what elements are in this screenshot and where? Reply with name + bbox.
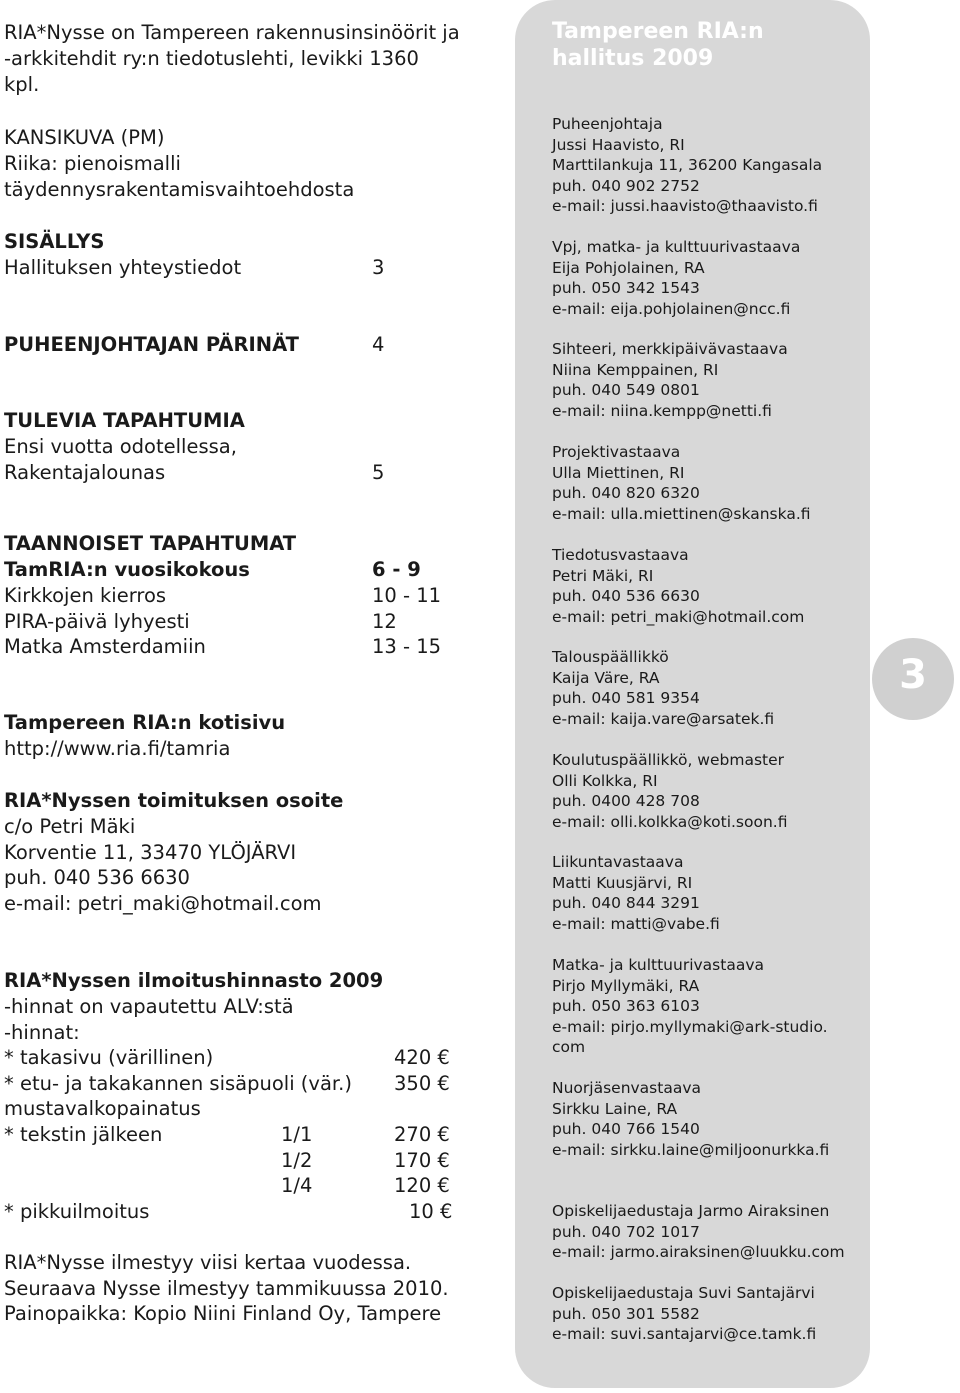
board-member (552, 545, 804, 627)
member-name: Jussi Haavisto, RI (552, 135, 685, 154)
pricing-heading: RIA*Nyssen ilmoitushinnasto 2009 (4, 969, 384, 992)
pricing-note-2: -hinnat: (4, 1021, 80, 1044)
member-email: e-mail: suvi.santajarvi@ce.tamk.fi (552, 1325, 817, 1343)
member-role: Puheenjohtaja (552, 115, 663, 133)
toc-taannoiset-heading: TAANNOISET TAPAHTUMAT (4, 532, 297, 555)
board-member (552, 955, 828, 1058)
toc-tulevia-heading: TULEVIA TAPAHTUMIA (4, 409, 245, 432)
member-phone: puh. 050 363 6103 (552, 997, 700, 1015)
member-phone: puh. 040 766 1540 (552, 1120, 700, 1138)
pricing-size: 1/1 (281, 1123, 313, 1146)
footer-line-2: Seuraava Nysse ilmestyy tammikuussa 2010. (4, 1277, 449, 1300)
pricing-bw: mustavalkopainatus (4, 1097, 201, 1120)
member-phone: puh. 040 844 3291 (552, 894, 700, 912)
board-member (552, 852, 720, 934)
pricing-size: 1/4 (281, 1174, 313, 1197)
cover-line-2: täydennysrakentamisvaihtoehdosta (4, 178, 355, 201)
pricing-small-price: 10 € (409, 1200, 453, 1223)
member-name: Petri Mäki, RI (552, 566, 654, 585)
member-name: Kaija Väre, RA (552, 668, 660, 687)
member-email: e-mail: eija.pohjolainen@ncc.fi (552, 299, 791, 318)
pricing-back-label: * takasivu (värillinen) (4, 1046, 214, 1069)
toc-tulevia-line1: Ensi vuotta odotellessa, (4, 435, 237, 458)
member-phone: puh. 040 581 9354 (552, 689, 700, 707)
member-name: Niina Kemppainen, RI (552, 360, 719, 379)
member-role: Opiskelijaedustaja Suvi Santajärvi (552, 1284, 815, 1302)
pricing-size-price: 170 € (394, 1149, 450, 1172)
board-member (552, 647, 774, 729)
pricing-text-label: * tekstin jälkeen (4, 1123, 163, 1146)
pricing-size-price: 270 € (394, 1123, 450, 1146)
board-member (552, 237, 800, 319)
member-role: Tiedotusvastaava (552, 546, 689, 564)
member-email: e-mail: jussi.haavisto@thaavisto.fi (552, 197, 818, 215)
member-role: Sihteeri, merkkipäivävastaava (552, 340, 788, 358)
cover-line-1: Riika: pienoismalli (4, 152, 181, 175)
toc-item-label: PIRA-päivä lyhyesti (4, 610, 190, 633)
member-name: Matti Kuusjärvi, RI (552, 873, 693, 892)
member-address: Marttilankuja 11, 36200 Kangasala (552, 156, 823, 174)
pricing-inner-price: 350 € (394, 1072, 450, 1095)
board-member (552, 442, 811, 524)
toc-item-label: TamRIA:n vuosikokous (4, 558, 250, 581)
editorial-line-3: puh. 040 536 6630 (4, 866, 190, 889)
member-email: e-mail: sirkku.laine@miljoonurkka.fi (552, 1140, 830, 1159)
member-role: Projektivastaava (552, 443, 681, 461)
footer-line-3: Painopaikka: Kopio Niini Finland Oy, Tampere (4, 1302, 442, 1325)
member-phone: puh. 0400 428 708 (552, 792, 700, 810)
toc-item-label: Matka Amsterdamiin (4, 635, 206, 658)
homepage-heading: Tampereen RIA:n kotisivu (4, 711, 286, 734)
homepage-url[interactable]: http://www.ria.fi/tamria (4, 737, 231, 760)
member-email: e-mail: olli.kolkka@koti.soon.fi (552, 812, 788, 831)
toc-hallitus-label: Hallituksen yhteystiedot (4, 256, 242, 279)
board-member (552, 750, 787, 832)
editorial-line-2: Korventie 11, 33470 YLÖJÄRVI (4, 841, 297, 864)
pricing-inner-label: * etu- ja takakannen sisäpuoli (vär.) (4, 1072, 352, 1095)
toc-item-label: Kirkkojen kierros (4, 584, 167, 607)
member-phone: puh. 040 820 6320 (552, 484, 700, 502)
toc-item-page: 10 - 11 (372, 584, 442, 607)
board-title: Tampereen RIA:n hallitus 2009 (552, 19, 764, 71)
member-phone: puh. 050 301 5582 (552, 1304, 700, 1323)
member-email: e-mail: petri_maki@hotmail.com (552, 607, 805, 626)
member-phone: puh. 050 342 1543 (552, 279, 700, 297)
editorial-heading: RIA*Nyssen toimituksen osoite (4, 789, 344, 812)
member-email: e-mail: niina.kempp@netti.fi (552, 401, 772, 420)
footer-line-1: RIA*Nysse ilmestyy viisi kertaa vuodessa. (4, 1251, 412, 1274)
member-role: Nuorjäsenvastaava (552, 1079, 702, 1097)
member-phone: puh. 040 549 0801 (552, 381, 700, 399)
member-email-cont: com (552, 1038, 586, 1056)
pricing-size: 1/2 (281, 1149, 313, 1172)
member-email: e-mail: pirjo.myllymaki@ark-studio. (552, 1017, 828, 1036)
pricing-small-label: * pikkuilmoitus (4, 1200, 150, 1223)
member-name: Olli Kolkka, RI (552, 771, 658, 790)
pricing-size-price: 120 € (394, 1174, 450, 1197)
pricing-back-price: 420 € (394, 1046, 450, 1069)
member-email: e-mail: kaija.vare@arsatek.fi (552, 709, 775, 728)
toc-hallitus-page: 3 (372, 256, 385, 279)
member-role: Talouspäällikkö (552, 648, 669, 666)
member-email: e-mail: ulla.miettinen@skanska.fi (552, 504, 811, 523)
member-phone: puh. 040 902 2752 (552, 176, 700, 195)
member-role: Liikuntavastaava (552, 853, 684, 871)
board-member (552, 1078, 829, 1160)
member-name: Pirjo Myllymäki, RA (552, 976, 700, 995)
toc-item-page: 13 - 15 (372, 635, 442, 658)
member-phone: puh. 040 536 6630 (552, 587, 700, 605)
toc-item-page: 12 (372, 610, 397, 633)
board-member (552, 1283, 816, 1345)
member-role: Koulutuspäällikkö, webmaster (552, 751, 785, 769)
member-email: e-mail: jarmo.airaksinen@luukku.com (552, 1243, 845, 1261)
page-number: 3 (899, 652, 927, 698)
toc-purinat-page: 4 (372, 333, 385, 356)
member-role: Opiskelijaedustaja Jarmo Airaksinen (552, 1202, 830, 1220)
member-name: Ulla Miettinen, RI (552, 463, 685, 482)
toc-purinat-label: PUHEENJOHTAJAN PÄRINÄT (4, 333, 299, 356)
member-role: Vpj, matka- ja kulttuurivastaava (552, 238, 801, 256)
page-number-badge (872, 638, 954, 720)
pricing-note-1: -hinnat on vapautettu ALV:stä (4, 995, 294, 1018)
cover-heading: KANSIKUVA (PM) (4, 126, 165, 149)
board-member (552, 1201, 845, 1263)
member-email: e-mail: matti@vabe.fi (552, 914, 720, 933)
intro-line-2: -arkkitehdit ry:n tiedotuslehti, levikki 1360 (4, 47, 419, 70)
toc-heading: SISÄLLYS (4, 230, 105, 253)
toc-item-page: 6 - 9 (372, 558, 421, 581)
board-member (552, 114, 822, 217)
member-role: Matka- ja kulttuurivastaava (552, 956, 765, 974)
intro-line-1: RIA*Nysse on Tampereen rakennusinsinöörit ja (4, 21, 460, 44)
member-name: Sirkku Laine, RA (552, 1099, 678, 1118)
editorial-line-1: c/o Petri Mäki (4, 815, 136, 838)
toc-tulevia-line2: Rakentajalounas (4, 461, 166, 484)
member-phone: puh. 040 702 1017 (552, 1222, 700, 1241)
member-name: Eija Pohjolainen, RA (552, 258, 705, 277)
board-panel (515, 0, 870, 1388)
toc-tulevia-page: 5 (372, 461, 385, 484)
intro-line-3: kpl. (4, 73, 40, 96)
board-member (552, 339, 788, 421)
editorial-line-4: e-mail: petri_maki@hotmail.com (4, 892, 322, 915)
